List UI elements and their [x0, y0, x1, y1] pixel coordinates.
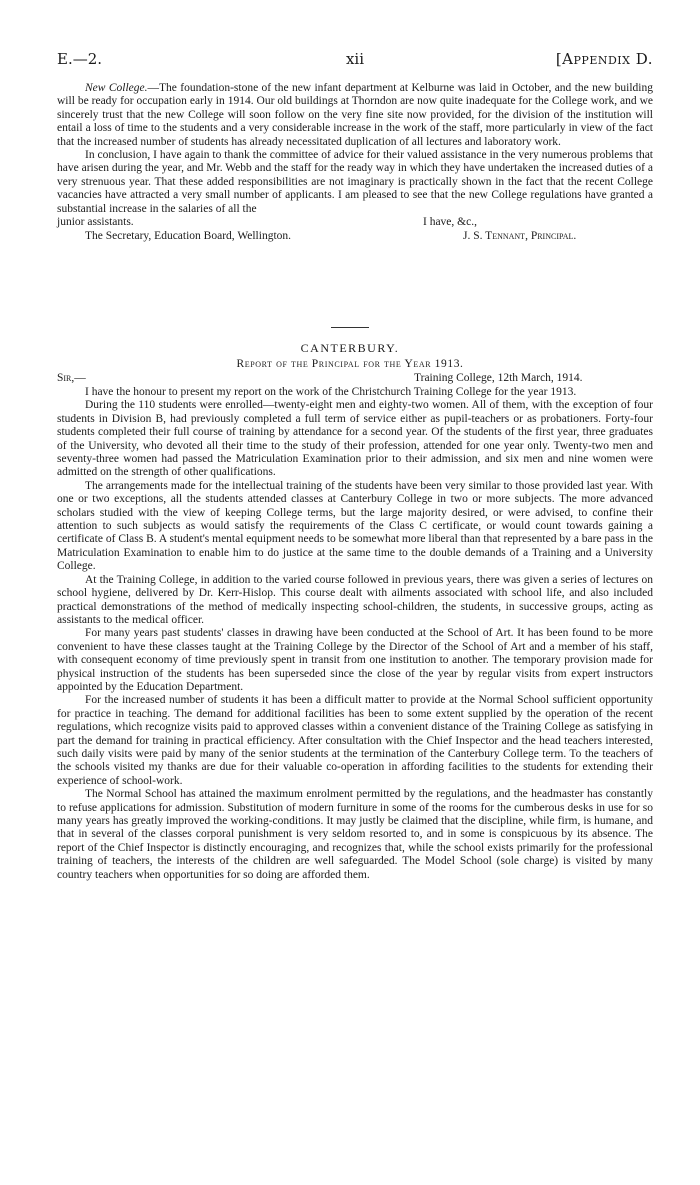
- signature: J. S. Tennant, Principal.: [463, 230, 577, 243]
- closing-formula: I have, &c.,: [423, 216, 477, 229]
- conclusion-paragraph: In conclusion, I have again to thank the committee of advice for their valued assistance in the very numerous problems that have arisen during the year, and Mr. Webb and the staff for the ready way in which they have undertaken the increased duties of a very strenuous year. That these added responsibilities are not imaginary is practically shown in the fact that the recent College vacancies have attracted a very small number of applicants. I am pleased to see that the new College regulations have granted a substantial increase in the salaries of all the: [57, 149, 653, 215]
- canterbury-section: [57, 372, 653, 882]
- header-reference: E.—2.: [57, 50, 103, 68]
- report-title: Report of the Principal for the Year 1913.: [236, 358, 464, 370]
- closing-line: [57, 216, 653, 230]
- section-divider: [331, 327, 369, 328]
- new-college-heading: New College.: [85, 82, 148, 94]
- report-paragraph: At the Training College, in addition to the varied course followed in previous years, there was given a series of lectures on school hygiene, delivered by Dr. Kerr-Hislop. This course dealt with ailments associated with school life, and also included practical demonstrations of the method of medically inspecting school-children, the students, in successive groups, acting as assistants to the medical officer.: [57, 573, 653, 626]
- place-date: Training College, 12th March, 1914.: [414, 372, 583, 384]
- conclusion-last-line: junior assistants.: [57, 216, 134, 229]
- addressee: The Secretary, Education Board, Wellington.: [85, 230, 292, 243]
- report-paragraph: I have the honour to present my report on the work of the Christchurch Training College for the year 1913.: [85, 386, 577, 398]
- section-title: CANTERBURY.: [300, 341, 400, 355]
- page-header: [57, 50, 653, 72]
- signature-line: [57, 230, 653, 244]
- salutation-line: [57, 372, 653, 386]
- wellington-section: [57, 82, 653, 244]
- report-paragraph: The Normal School has attained the maximum enrolment permitted by the regulations, and the headmaster has constantly to refuse applications for admission. Substitution of modern furniture in some of the rooms for the cumberous desks in use for so many years has greatly improved the working-conditions. It may justly be claimed that the discipline, while firm, is humane, and that in several of the classes corporal punishment is very seldom resorted to, and in some is conspicuous by its absence. The report of the Chief Inspector is distinctly encouraging, and recognizes that, while the school exists primarily for the professional training of teachers, the interests of the children are well safeguarded. The Model School (sole charge) is visited by many country teachers when opportunities for so doing are afforded them.: [57, 788, 653, 881]
- new-college-text: —The foundation-stone of the new infant department at Kelburne was laid in October, and the new building will be ready for occupation early in 1914. Our old buildings at Thorndon are now quite inadequate for the College work, and we sincerely trust that the new College will soon follow on the very fine site now provided, for the division of the institution will entail a loss of time to the students and a very considerable increase in the work of the staff, more particularly in view of the fact that the increased number of students has already necessitated duplication of all lectures and laboratory work.: [57, 82, 653, 148]
- new-college-paragraph: [57, 82, 653, 149]
- header-appendix: [Appendix D.: [555, 50, 653, 68]
- report-paragraph: The arrangements made for the intellectual training of the students have been very similar to those provided last year. With one or two exceptions, all the students attended classes at Canterbury College in two or more subjects. The more advanced scholars studied with the view of keeping College terms, but the large majority desired, or were advised, to confine their attention to such subjects as would satisfy the requirements of the Class C certificate, or would count towards gaining a certificate of Class B. A student's mental equipment needs to be somewhat more liberal than that represented by a bare pass in the Matriculation Examination to enable him to do justice at the same time to the double demands of a Training and a University College.: [57, 479, 653, 573]
- header-page-number: xii: [345, 50, 365, 68]
- report-paragraph: For the increased number of students it has been a difficult matter to provide at the Normal School sufficient opportunity for practice in teaching. The demand for additional facilities has been to some extent supplied by the operation of the recent regulations, which recognize visits paid to approved classes within a convenient distance of the Training College as satisfying in part the demand for training in practical efficiency. After consultation with the Chief Inspector and the head teachers interested, such daily visits were paid by many of the senior students at the termination of the Canterbury College term. To the teachers of the schools visited my thanks are due for their valuable co-operation in affording facilities to the students for extending their experience of school-work.: [57, 694, 653, 787]
- salutation: Sir,—: [57, 372, 86, 384]
- report-paragraph: During the 110 students were enrolled—twenty-eight men and eighty-two women. All of them, with the exception of four students in Division B, had previously completed a full term of service either as pupil-teachers or as probationers. Forty-four students completed their full course of training by attendance for a second year. Of the students of the first year, three graduates of the University, who devoted all their time to the study of their profession, attended for one year only. Twenty-two men and seventy-three women had passed the Matriculation Examination prior to their admission, and six men and nine women were admitted on the strength of other qualifications.: [57, 399, 653, 479]
- report-paragraph: For many years past students' classes in drawing have been conducted at the School of Art. It has been found to be more convenient to have these classes taught at the Training College by the Director of the School of Art and a member of his staff, with consequent economy of time previously spent in transit from one institution to another. The temporary provision made for physical instruction of the students has been superseded since the close of the year by regular visits from expert instructors appointed by the Education Department.: [57, 627, 653, 693]
